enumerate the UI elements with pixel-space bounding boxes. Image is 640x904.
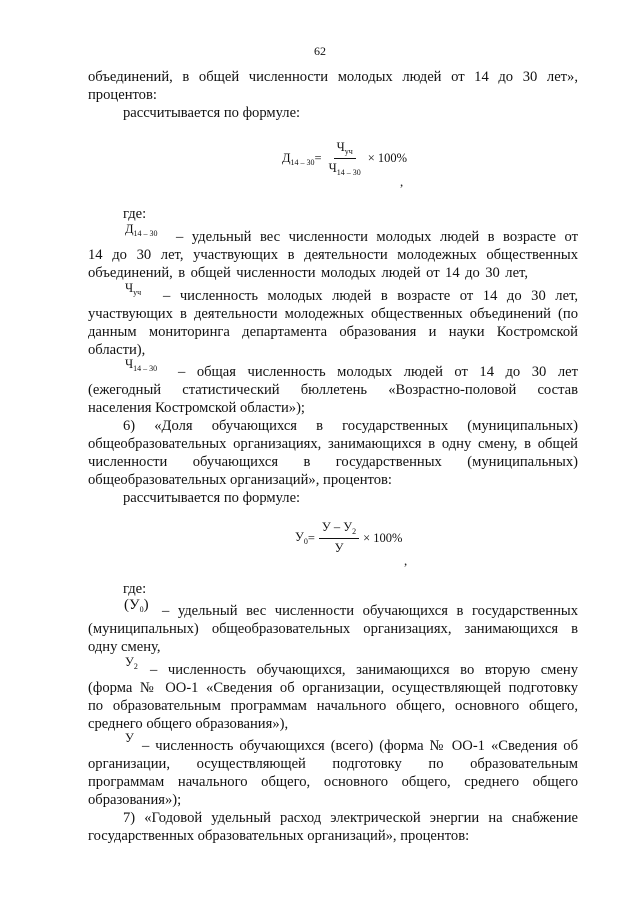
formula-2	[295, 520, 402, 556]
def-4-line-1: – удельный вес численности обучающихся в государственных	[162, 603, 578, 619]
formula-2-denominator: У	[334, 541, 344, 555]
def-1-symbol: $Д_{14 - 30}$	[125, 222, 158, 238]
item-6-line-4: общеобразовательных организаций», процентов:	[88, 472, 392, 488]
def-6-line-4: образования»);	[88, 792, 182, 808]
formula-1-comma: ,	[400, 174, 404, 189]
item-6-line-1: 6) «Доля обучающихся в государственных (муниципальных)	[123, 418, 578, 434]
def-3-line-1: – общая численность молодых людей от 14 до 30 лет	[178, 364, 578, 380]
def-3-symbol: $Ч_{14 - 30}$	[125, 357, 158, 373]
where-label-2: где:	[123, 581, 147, 597]
formula-1-numerator: $Ч_{уч}$	[334, 140, 356, 159]
formula-2-lhs: $У_0$	[295, 530, 308, 546]
def-5-line-4: среднего общего образования»),	[88, 716, 289, 732]
def-6-symbol: У	[125, 731, 134, 745]
intro-line-1: объединений, в общей численности молодых людей от 14 до 30 лет»,	[88, 69, 578, 85]
formula-1-denominator: $Ч_{14 - 30}$	[328, 161, 361, 177]
formula-1-eq: =	[314, 151, 322, 165]
formula-1	[282, 140, 407, 177]
page-number: 62	[314, 44, 326, 58]
formula-1-fraction	[326, 140, 364, 177]
formula-1-tail: × 100%	[367, 151, 408, 165]
where-label-1: где:	[123, 206, 147, 222]
calc-label-2: рассчитывается по формуле:	[123, 490, 301, 506]
def-5-line-1: – численность обучающихся, занимающихся во вторую смену	[150, 662, 578, 678]
item-6-line-3: численности обучающихся в государственных (муниципальных)	[88, 454, 578, 470]
def-5-symbol: $У_2$	[125, 655, 138, 671]
def-4-line-2: (муниципальных) общеобразовательных организациях, занимающихся в	[88, 621, 578, 637]
item-6-line-2: общеобразовательных организациях, занимающихся в одну смену, в общей	[88, 436, 578, 452]
def-5-line-2: (форма № ОО-1 «Сведения об организации, осуществляющей подготовку	[88, 680, 578, 696]
def-1-line-2: 14 до 30 лет, участвующих в деятельности молодежных общественных	[88, 247, 578, 263]
def-1-line-3: объединений, в общей численности молодых людей от 14 до 30 лет,	[88, 265, 528, 281]
def-3-line-3: населения Костромской области»);	[88, 400, 305, 416]
item-7-line-2: государственных образовательных организаций», процентов:	[88, 828, 470, 844]
formula-2-tail: × 100%	[363, 530, 403, 545]
formula-2-numerator: У – $У_2$	[319, 520, 359, 539]
def-4-symbol: $(У_0)$	[124, 597, 149, 614]
formula-2-fraction	[319, 520, 359, 556]
def-2-line-2: участвующих в деятельности молодежных общественных объединений (по	[88, 306, 578, 322]
def-2-line-1: – численность молодых людей в возрасте от 14 до 30 лет,	[163, 288, 578, 304]
item-7-line-1: 7) «Годовой удельный расход электрической энергии на снабжение	[123, 810, 578, 826]
formula-1-lhs: $Д_{14 - 30}$	[282, 150, 315, 167]
def-6-line-1: – численность обучающихся (всего) (форма № ОО-1 «Сведения об	[142, 738, 578, 754]
def-1-line-1: – удельный вес численности молодых людей в возрасте от	[176, 229, 578, 245]
intro-line-2: процентов:	[88, 87, 157, 103]
formula-2-eq: =	[307, 530, 315, 545]
def-4-line-3: одну смену,	[88, 639, 161, 655]
calc-label-1: рассчитывается по формуле:	[123, 105, 301, 121]
formula-2-comma: ,	[404, 553, 408, 568]
def-2-line-4: области),	[88, 342, 146, 358]
def-3-line-2: (ежегодный статистический бюллетень «Возрастно-половой состав	[88, 382, 578, 398]
def-5-line-3: по образовательным программам начального общего, основного общего,	[88, 698, 578, 714]
def-6-line-3: программам начального общего, основного общего, среднего общего	[88, 774, 578, 790]
def-6-line-2: организации, осуществляющей подготовку по образовательным	[88, 756, 578, 772]
def-2-symbol: $Ч_{уч}$	[125, 281, 142, 297]
def-2-line-3: данным мониторинга департамента образования и науки Костромской	[88, 324, 578, 340]
